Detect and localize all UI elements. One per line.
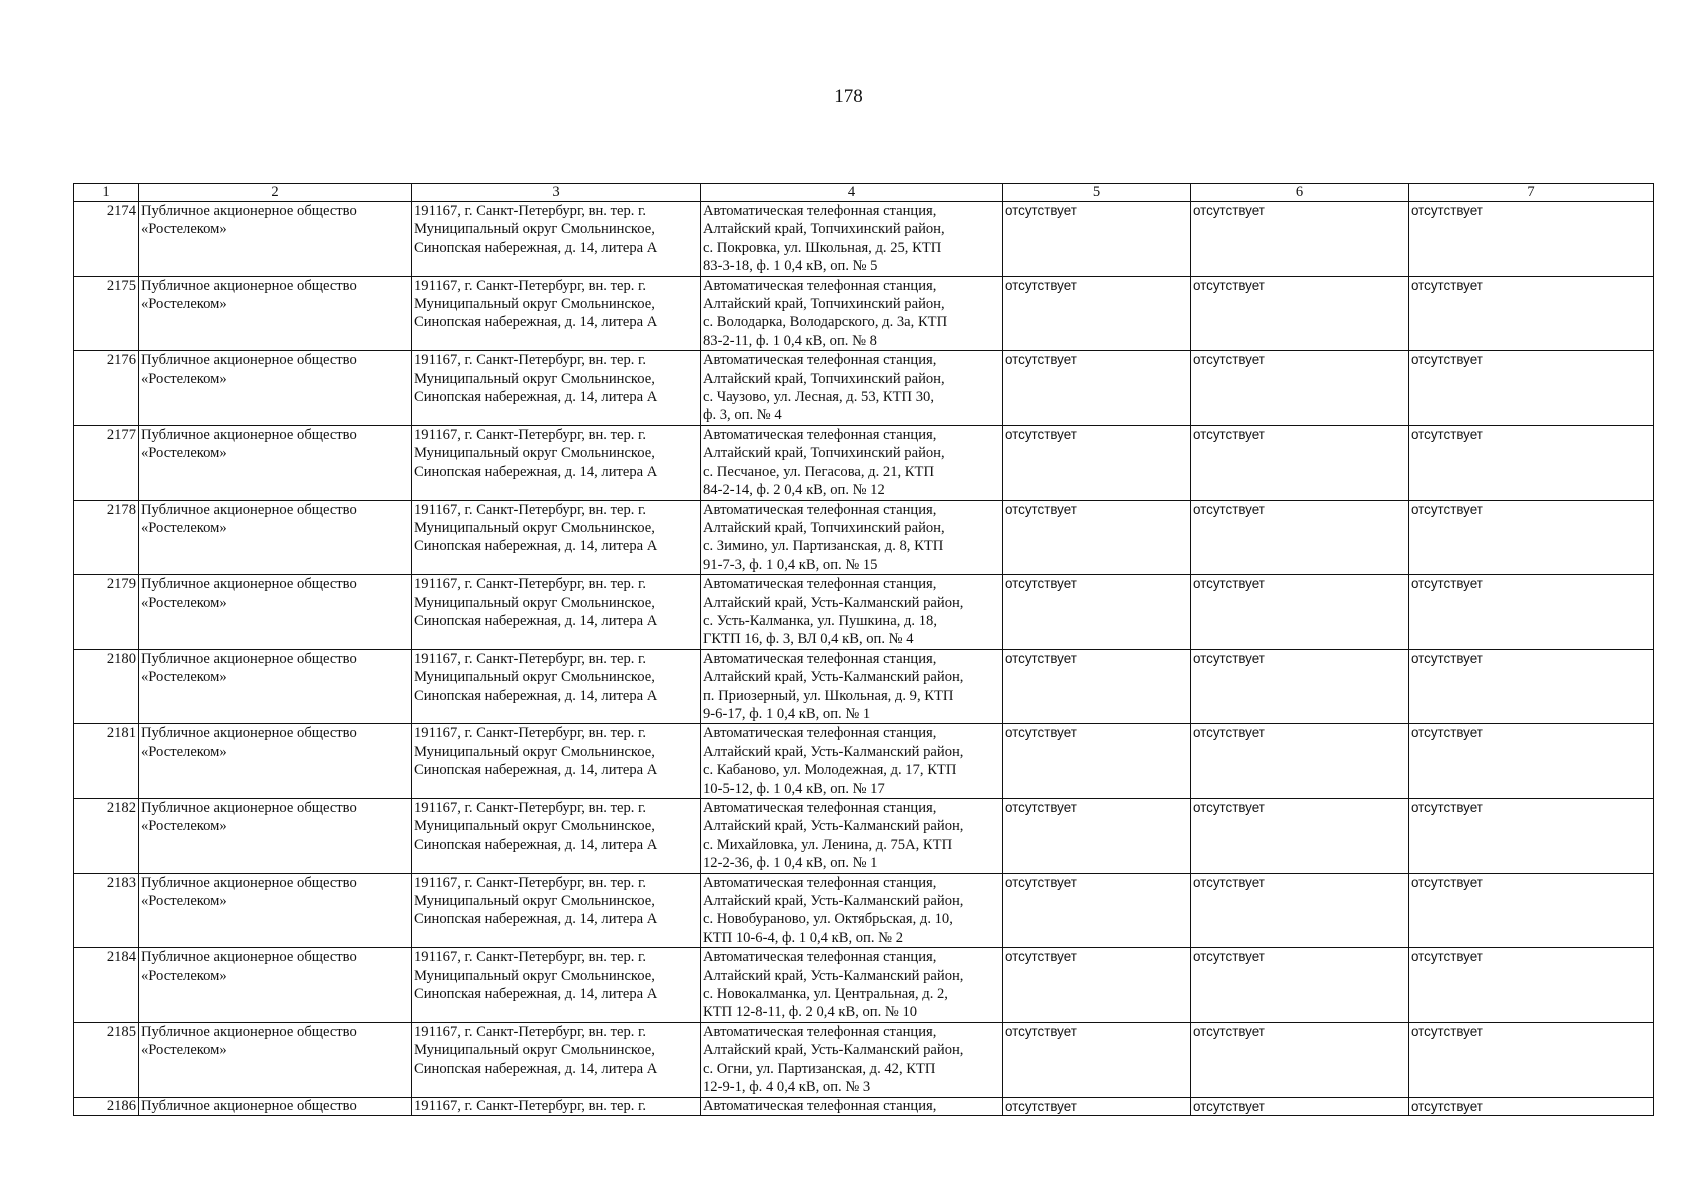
owner-name: [139, 575, 412, 650]
status-col7: отсутствует: [1409, 1022, 1654, 1097]
status-col5: отсутствует: [1003, 500, 1191, 575]
owner-address: [412, 724, 701, 799]
object-description-line: Автоматическая телефонная станция,: [703, 576, 937, 593]
owner-address-line: Синопская набережная, д. 14, литера А: [414, 239, 658, 256]
object-description-line: Автоматическая телефонная станция,: [703, 352, 937, 369]
column-header-4: 4: [701, 184, 1003, 202]
object-description-line: с. Усть-Калманка, ул. Пушкина, д. 18,: [703, 612, 937, 629]
owner-name-line: «Ростелеком»: [141, 519, 227, 536]
object-description-line: Автоматическая телефонная станция,: [703, 650, 937, 667]
status-col5: отсутствует: [1003, 202, 1191, 277]
status-col7: отсутствует: [1409, 873, 1654, 948]
owner-name-line: «Ростелеком»: [141, 967, 227, 984]
registry-table: [73, 183, 1654, 1116]
column-header-5: 5: [1003, 184, 1191, 202]
table-row: [74, 873, 1654, 948]
owner-address-line: 191167, г. Санкт-Петербург, вн. тер. г.: [414, 949, 647, 966]
object-description-line: Алтайский край, Топчихинский район,: [703, 519, 945, 536]
object-description-line: с. Новобураново, ул. Октябрьская, д. 10,: [703, 911, 953, 928]
owner-address-line: 191167, г. Санкт-Петербург, вн. тер. г.: [414, 203, 647, 219]
owner-address-line: 191167, г. Санкт-Петербург, вн. тер. г.: [414, 1023, 647, 1040]
table-body: [74, 202, 1654, 1116]
status-col5: отсутствует: [1003, 649, 1191, 724]
owner-address-line: Синопская набережная, д. 14, литера А: [414, 836, 658, 853]
owner-name: [139, 948, 412, 1023]
object-description-line: с. Новокалманка, ул. Центральная, д. 2,: [703, 986, 948, 1003]
object-description-line: с. Володарка, Володарского, д. 3а, КТП: [703, 314, 948, 331]
status-col5: отсутствует: [1003, 1097, 1191, 1115]
owner-name-line: Публичное акционерное общество: [141, 426, 357, 443]
status-col7: отсутствует: [1409, 948, 1654, 1023]
owner-address-line: Синопская набережная, д. 14, литера А: [414, 538, 658, 555]
owner-address: [412, 276, 701, 351]
owner-address-line: Муниципальный округ Смольнинское,: [414, 370, 655, 387]
row-number: 2186: [74, 1097, 139, 1115]
owner-name-line: Публичное акционерное общество: [141, 352, 357, 369]
column-number-row: [74, 184, 1654, 202]
object-description-line: Алтайский край, Усть-Калманский район,: [703, 669, 964, 686]
object-description-line: 9-6-17, ф. 1 0,4 кВ, оп. № 1: [703, 705, 871, 722]
table-row: [74, 351, 1654, 426]
object-description-line: Автоматическая телефонная станция,: [703, 874, 937, 891]
status-col6: отсутствует: [1191, 1022, 1409, 1097]
object-description-line: 91-7-3, ф. 1 0,4 кВ, оп. № 15: [703, 556, 878, 573]
owner-address-line: Муниципальный округ Смольнинское,: [414, 743, 655, 760]
object-description-line: 83-2-11, ф. 1 0,4 кВ, оп. № 8: [703, 332, 877, 349]
object-description: [701, 799, 1003, 874]
owner-address-line: Синопская набережная, д. 14, литера А: [414, 911, 658, 928]
object-description-line: 83-3-18, ф. 1 0,4 кВ, оп. № 5: [703, 258, 878, 275]
owner-address: [412, 202, 701, 277]
owner-name: [139, 351, 412, 426]
row-number: 2179: [74, 575, 139, 650]
owner-name: [139, 425, 412, 500]
row-number: 2184: [74, 948, 139, 1023]
table-row: [74, 649, 1654, 724]
owner-name-line: «Ростелеком»: [141, 296, 227, 313]
owner-address-line: Синопская набережная, д. 14, литера А: [414, 986, 658, 1003]
status-col7: отсутствует: [1409, 351, 1654, 426]
owner-address-line: Муниципальный округ Смольнинское,: [414, 519, 655, 536]
owner-address: [412, 500, 701, 575]
owner-address-line: 191167, г. Санкт-Петербург, вн. тер. г.: [414, 650, 647, 667]
owner-name-line: «Ростелеком»: [141, 743, 227, 760]
table-row: [74, 575, 1654, 650]
owner-address: [412, 799, 701, 874]
owner-name: [139, 724, 412, 799]
status-col5: отсутствует: [1003, 724, 1191, 799]
owner-name-line: Публичное акционерное общество: [141, 576, 357, 593]
status-col6: отсутствует: [1191, 575, 1409, 650]
owner-name-line: «Ростелеком»: [141, 818, 227, 835]
owner-name: [139, 649, 412, 724]
column-header-2: 2: [139, 184, 412, 202]
status-col6: отсутствует: [1191, 425, 1409, 500]
object-description-line: ГКТП 16, ф. 3, ВЛ 0,4 кВ, оп. № 4: [703, 631, 914, 648]
owner-address: [412, 351, 701, 426]
row-number: 2182: [74, 799, 139, 874]
status-col5: отсутствует: [1003, 1022, 1191, 1097]
owner-address-line: Муниципальный округ Смольнинское,: [414, 669, 655, 686]
owner-address-line: Синопская набережная, д. 14, литера А: [414, 389, 658, 406]
owner-name: [139, 500, 412, 575]
object-description-line: Алтайский край, Усть-Калманский район,: [703, 743, 964, 760]
row-number: 2180: [74, 649, 139, 724]
owner-address-line: 191167, г. Санкт-Петербург, вн. тер. г.: [414, 874, 647, 891]
object-description-line: Автоматическая телефонная станция,: [703, 800, 937, 816]
status-col6: отсутствует: [1191, 351, 1409, 426]
table-row: [74, 948, 1654, 1023]
status-col6: отсутствует: [1191, 500, 1409, 575]
table-row: [74, 724, 1654, 799]
owner-name-line: Публичное акционерное общество: [141, 501, 357, 518]
object-description: [701, 500, 1003, 575]
object-description-line: Алтайский край, Усть-Калманский район,: [703, 967, 964, 984]
table-row: [74, 202, 1654, 277]
owner-address-line: Муниципальный округ Смольнинское,: [414, 296, 655, 313]
status-col5: отсутствует: [1003, 799, 1191, 874]
owner-address-line: Синопская набережная, д. 14, литера А: [414, 1060, 658, 1077]
object-description: Автоматическая телефонная станция,: [701, 1097, 1003, 1115]
status-col7: отсутствует: [1409, 202, 1654, 277]
column-header-1: 1: [74, 184, 139, 202]
object-description: [701, 276, 1003, 351]
object-description-line: Алтайский край, Усть-Калманский район,: [703, 1042, 964, 1059]
status-col6: отсутствует: [1191, 948, 1409, 1023]
owner-name-line: «Ростелеком»: [141, 594, 227, 611]
status-col6: отсутствует: [1191, 649, 1409, 724]
owner-name: [139, 873, 412, 948]
status-col6: отсутствует: [1191, 202, 1409, 277]
status-col7: отсутствует: [1409, 425, 1654, 500]
status-col7: отсутствует: [1409, 799, 1654, 874]
owner-name: [139, 276, 412, 351]
object-description-line: 12-2-36, ф. 1 0,4 кВ, оп. № 1: [703, 855, 878, 872]
owner-address: [412, 948, 701, 1023]
owner-address-line: 191167, г. Санкт-Петербург, вн. тер. г.: [414, 352, 647, 369]
owner-name-line: «Ростелеком»: [141, 445, 227, 462]
status-col6: отсутствует: [1191, 799, 1409, 874]
object-description-line: ф. 3, оп. № 4: [703, 407, 782, 424]
row-number: 2181: [74, 724, 139, 799]
object-description-line: Автоматическая телефонная станция,: [703, 426, 937, 443]
status-col5: отсутствует: [1003, 948, 1191, 1023]
owner-name-line: «Ростелеком»: [141, 221, 227, 238]
row-number: 2178: [74, 500, 139, 575]
status-col6: отсутствует: [1191, 276, 1409, 351]
owner-name: Публичное акционерное общество: [139, 1097, 412, 1115]
owner-address: [412, 575, 701, 650]
object-description-line: КТП 12-8-11, ф. 2 0,4 кВ, оп. № 10: [703, 1004, 918, 1021]
object-description-line: Алтайский край, Топчихинский район,: [703, 296, 945, 313]
status-col7: отсутствует: [1409, 724, 1654, 799]
object-description-line: с. Песчаное, ул. Пегасова, д. 21, КТП: [703, 463, 934, 480]
owner-name-line: «Ростелеком»: [141, 370, 227, 387]
owner-name-line: Публичное акционерное общество: [141, 949, 357, 966]
object-description-line: 12-9-1, ф. 4 0,4 кВ, оп. № 3: [703, 1079, 871, 1096]
owner-address: [412, 873, 701, 948]
table-row: [74, 276, 1654, 351]
object-description: [701, 575, 1003, 650]
owner-address-line: Муниципальный округ Смольнинское,: [414, 967, 655, 984]
owner-name-line: «Ростелеком»: [141, 669, 227, 686]
owner-name: [139, 202, 412, 277]
status-col5: отсутствует: [1003, 425, 1191, 500]
row-number: 2174: [74, 202, 139, 277]
row-number: 2183: [74, 873, 139, 948]
object-description-line: п. Приозерный, ул. Школьная, д. 9, КТП: [703, 687, 954, 704]
status-col7: отсутствует: [1409, 649, 1654, 724]
owner-address-line: Синопская набережная, д. 14, литера А: [414, 687, 658, 704]
owner-name-line: Публичное акционерное общество: [141, 650, 357, 667]
object-description-line: с. Чаузово, ул. Лесная, д. 53, КТП 30,: [703, 389, 934, 406]
owner-address-line: Синопская набережная, д. 14, литера А: [414, 762, 658, 779]
object-description-line: Автоматическая телефонная станция,: [703, 277, 937, 294]
row-number: 2175: [74, 276, 139, 351]
object-description-line: с. Кабаново, ул. Молодежная, д. 17, КТП: [703, 762, 957, 779]
owner-address-line: Муниципальный округ Смольнинское,: [414, 221, 655, 238]
object-description: [701, 1022, 1003, 1097]
owner-address-line: Муниципальный округ Смольнинское,: [414, 594, 655, 611]
object-description-line: Алтайский край, Топчихинский район,: [703, 370, 945, 387]
object-description-line: Алтайский край, Усть-Калманский район,: [703, 818, 964, 835]
object-description: [701, 202, 1003, 277]
table-row-partial: [74, 1097, 1654, 1115]
status-col7: отсутствует: [1409, 1097, 1654, 1115]
owner-name-line: Публичное акционерное общество: [141, 725, 357, 742]
object-description-line: с. Огни, ул. Партизанская, д. 42, КТП: [703, 1060, 936, 1077]
table-row: [74, 799, 1654, 874]
owner-name: [139, 799, 412, 874]
owner-address-line: Синопская набережная, д. 14, литера А: [414, 463, 658, 480]
row-number: 2176: [74, 351, 139, 426]
status-col6: отсутствует: [1191, 873, 1409, 948]
table-row: [74, 1022, 1654, 1097]
table-row: [74, 425, 1654, 500]
status-col7: отсутствует: [1409, 500, 1654, 575]
object-description-line: КТП 10-6-4, ф. 1 0,4 кВ, оп. № 2: [703, 929, 904, 946]
status-col5: отсутствует: [1003, 276, 1191, 351]
object-description-line: 10-5-12, ф. 1 0,4 кВ, оп. № 17: [703, 780, 885, 797]
owner-name-line: Публичное акционерное общество: [141, 277, 357, 294]
owner-address-line: 191167, г. Санкт-Петербург, вн. тер. г.: [414, 576, 647, 593]
status-col5: отсутствует: [1003, 873, 1191, 948]
object-description: [701, 724, 1003, 799]
owner-address: [412, 425, 701, 500]
object-description-line: Алтайский край, Топчихинский район,: [703, 221, 945, 238]
owner-address-line: Муниципальный округ Смольнинское,: [414, 818, 655, 835]
status-col6: отсутствует: [1191, 724, 1409, 799]
object-description-line: Автоматическая телефонная станция,: [703, 501, 937, 518]
owner-name-line: «Ростелеком»: [141, 1042, 227, 1059]
owner-address-line: 191167, г. Санкт-Петербург, вн. тер. г.: [414, 426, 647, 443]
owner-address-line: Синопская набережная, д. 14, литера А: [414, 314, 658, 331]
status-col7: отсутствует: [1409, 276, 1654, 351]
owner-name-line: Публичное акционерное общество: [141, 874, 357, 891]
object-description-line: Алтайский край, Усть-Калманский район,: [703, 893, 964, 910]
owner-name-line: «Ростелеком»: [141, 893, 227, 910]
object-description: [701, 948, 1003, 1023]
owner-name-line: Публичное акционерное общество: [141, 203, 357, 219]
object-description-line: Алтайский край, Усть-Калманский район,: [703, 594, 964, 611]
owner-address-line: Синопская набережная, д. 14, литера А: [414, 612, 658, 629]
object-description: [701, 351, 1003, 426]
table-row: [74, 500, 1654, 575]
object-description-line: 84-2-14, ф. 2 0,4 кВ, оп. № 12: [703, 482, 885, 499]
owner-name-line: Публичное акционерное общество: [141, 1023, 357, 1040]
page-number: 178: [834, 86, 863, 107]
object-description-line: с. Зимино, ул. Партизанская, д. 8, КТП: [703, 538, 944, 555]
owner-address-line: 191167, г. Санкт-Петербург, вн. тер. г.: [414, 501, 647, 518]
object-description: [701, 425, 1003, 500]
object-description: [701, 649, 1003, 724]
owner-address-line: Муниципальный округ Смольнинское,: [414, 1042, 655, 1059]
owner-name-line: Публичное акционерное общество: [141, 800, 357, 816]
row-number: 2177: [74, 425, 139, 500]
status-col7: отсутствует: [1409, 575, 1654, 650]
owner-address-line: 191167, г. Санкт-Петербург, вн. тер. г.: [414, 277, 647, 294]
owner-address: 191167, г. Санкт-Петербург, вн. тер. г.: [412, 1097, 701, 1115]
object-description-line: Автоматическая телефонная станция,: [703, 725, 937, 742]
owner-address-line: 191167, г. Санкт-Петербург, вн. тер. г.: [414, 800, 647, 816]
status-col6: отсутствует: [1191, 1097, 1409, 1115]
status-col5: отсутствует: [1003, 575, 1191, 650]
object-description-line: Алтайский край, Топчихинский район,: [703, 445, 945, 462]
row-number: 2185: [74, 1022, 139, 1097]
owner-address-line: 191167, г. Санкт-Петербург, вн. тер. г.: [414, 725, 647, 742]
owner-name: [139, 1022, 412, 1097]
object-description-line: с. Покровка, ул. Школьная, д. 25, КТП: [703, 239, 942, 256]
object-description: [701, 873, 1003, 948]
object-description-line: Автоматическая телефонная станция,: [703, 949, 937, 966]
owner-address: [412, 1022, 701, 1097]
column-header-3: 3: [412, 184, 701, 202]
object-description-line: с. Михайловка, ул. Ленина, д. 75А, КТП: [703, 836, 953, 853]
owner-address-line: Муниципальный округ Смольнинское,: [414, 893, 655, 910]
owner-address: [412, 649, 701, 724]
owner-address-line: Муниципальный округ Смольнинское,: [414, 445, 655, 462]
object-description-line: Автоматическая телефонная станция,: [703, 1023, 937, 1040]
column-header-6: 6: [1191, 184, 1409, 202]
column-header-7: 7: [1409, 184, 1654, 202]
object-description-line: Автоматическая телефонная станция,: [703, 203, 937, 219]
status-col5: отсутствует: [1003, 351, 1191, 426]
